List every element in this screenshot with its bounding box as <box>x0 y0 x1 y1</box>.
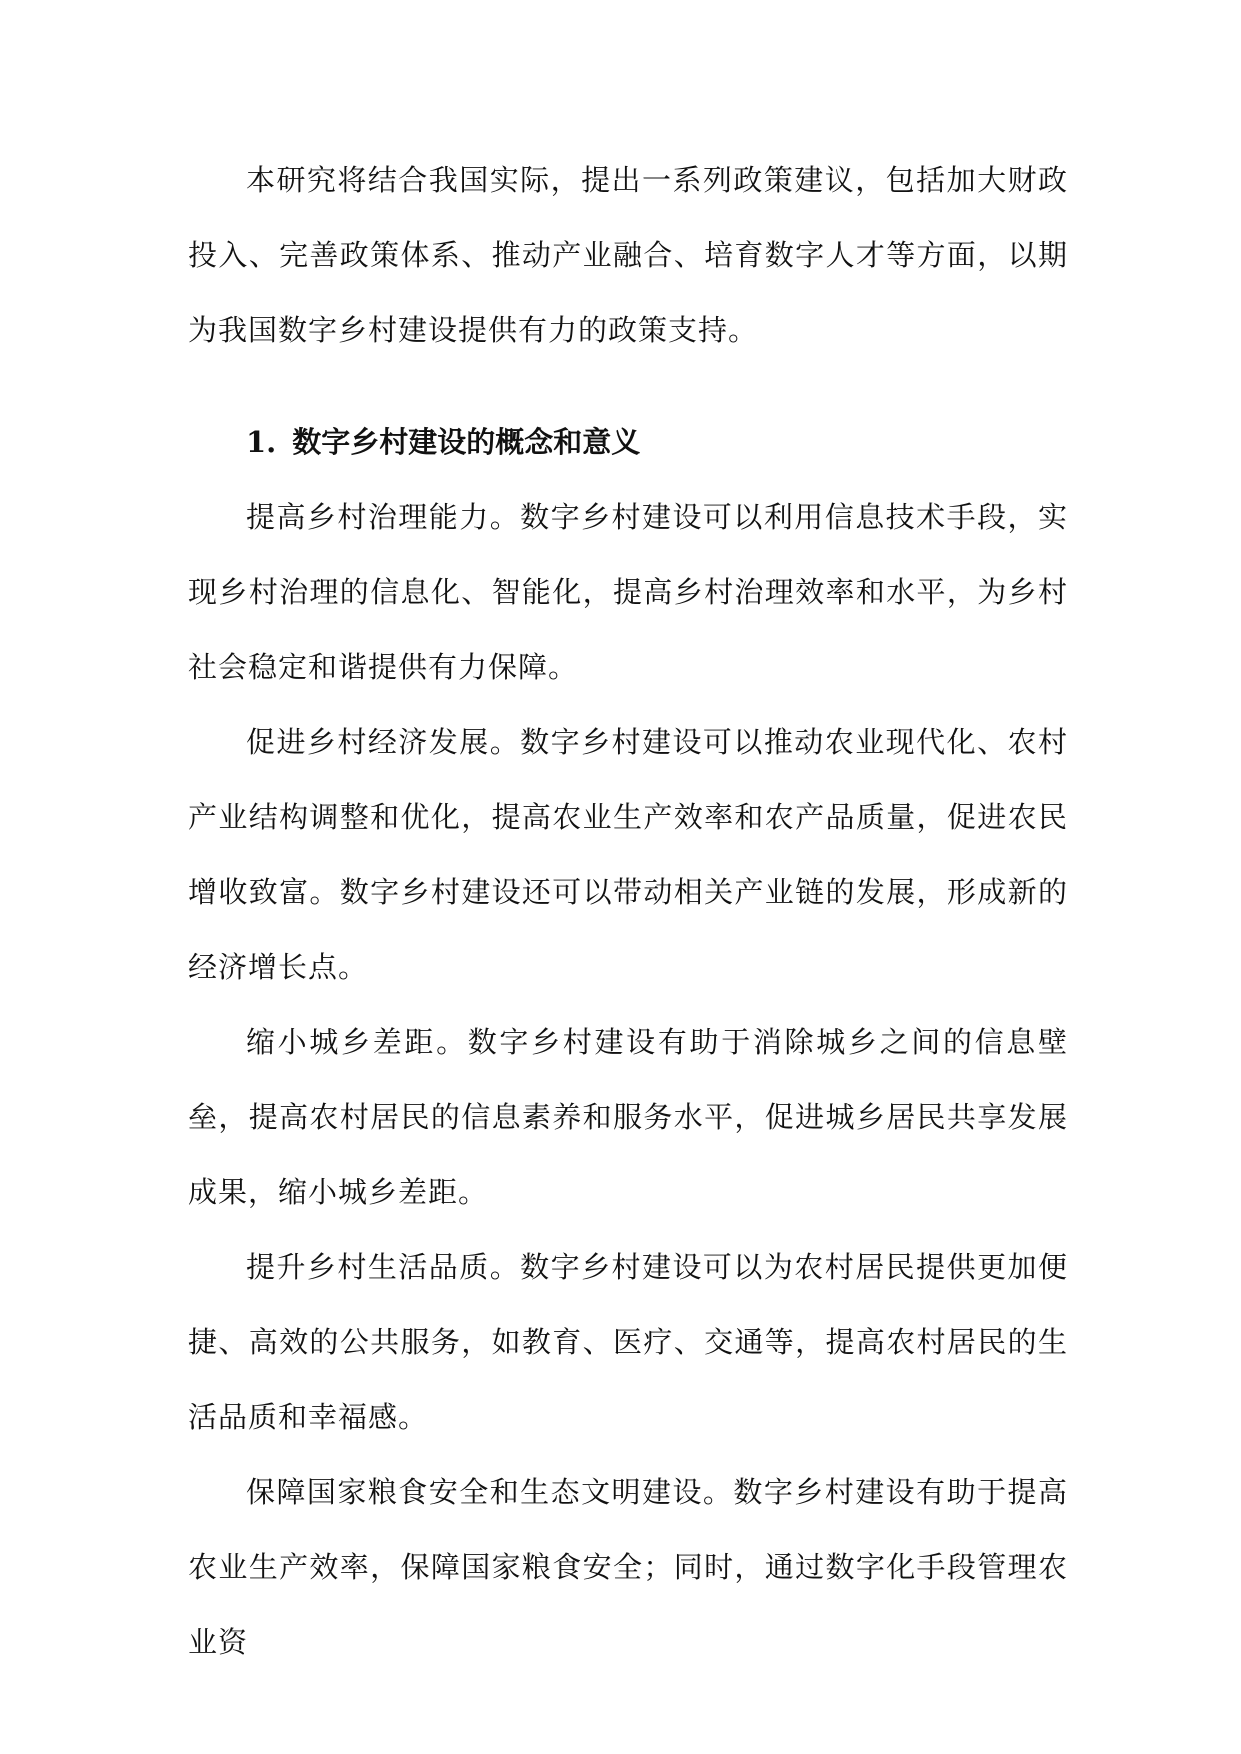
section-title: 数字乡村建设的概念和意义 <box>292 425 641 459</box>
paragraph-economy: 促进乡村经济发展。数字乡村建设可以推动农业现代化、农村产业结构调整和优化，提高农业生产效率和农产品质量，促进农民增收致富。数字乡村建设还可以带动相关产业链的发展，形成新的经济增长点。 <box>188 725 1068 984</box>
paragraph-urban-rural-gap: 缩小城乡差距。数字乡村建设有助于消除城乡之间的信息壁垒，提高农村居民的信息素养和服务水平，促进城乡居民共享发展成果，缩小城乡差距。 <box>188 1025 1068 1209</box>
section-heading <box>188 405 1068 480</box>
intro-paragraph: 本研究将结合我国实际，提出一系列政策建议，包括加大财政投入、完善政策体系、推动产业融合、培育数字人才等方面，以期为我国数字乡村建设提供有力的政策支持。 <box>188 163 1068 347</box>
section-number: 1. <box>246 425 277 459</box>
paragraph-governance: 提高乡村治理能力。数字乡村建设可以利用信息技术手段，实现乡村治理的信息化、智能化，提高乡村治理效率和水平，为乡村社会稳定和谐提供有力保障。 <box>188 500 1068 684</box>
paragraph-food-security: 保障国家粮食安全和生态文明建设。数字乡村建设有助于提高农业生产效率，保障国家粮食安全；同时，通过数字化手段管理农业资 <box>188 1475 1068 1659</box>
document-body <box>188 143 1068 1680</box>
paragraph-quality-of-life: 提升乡村生活品质。数字乡村建设可以为农村居民提供更加便捷、高效的公共服务，如教育、医疗、交通等，提高农村居民的生活品质和幸福感。 <box>188 1250 1068 1434</box>
